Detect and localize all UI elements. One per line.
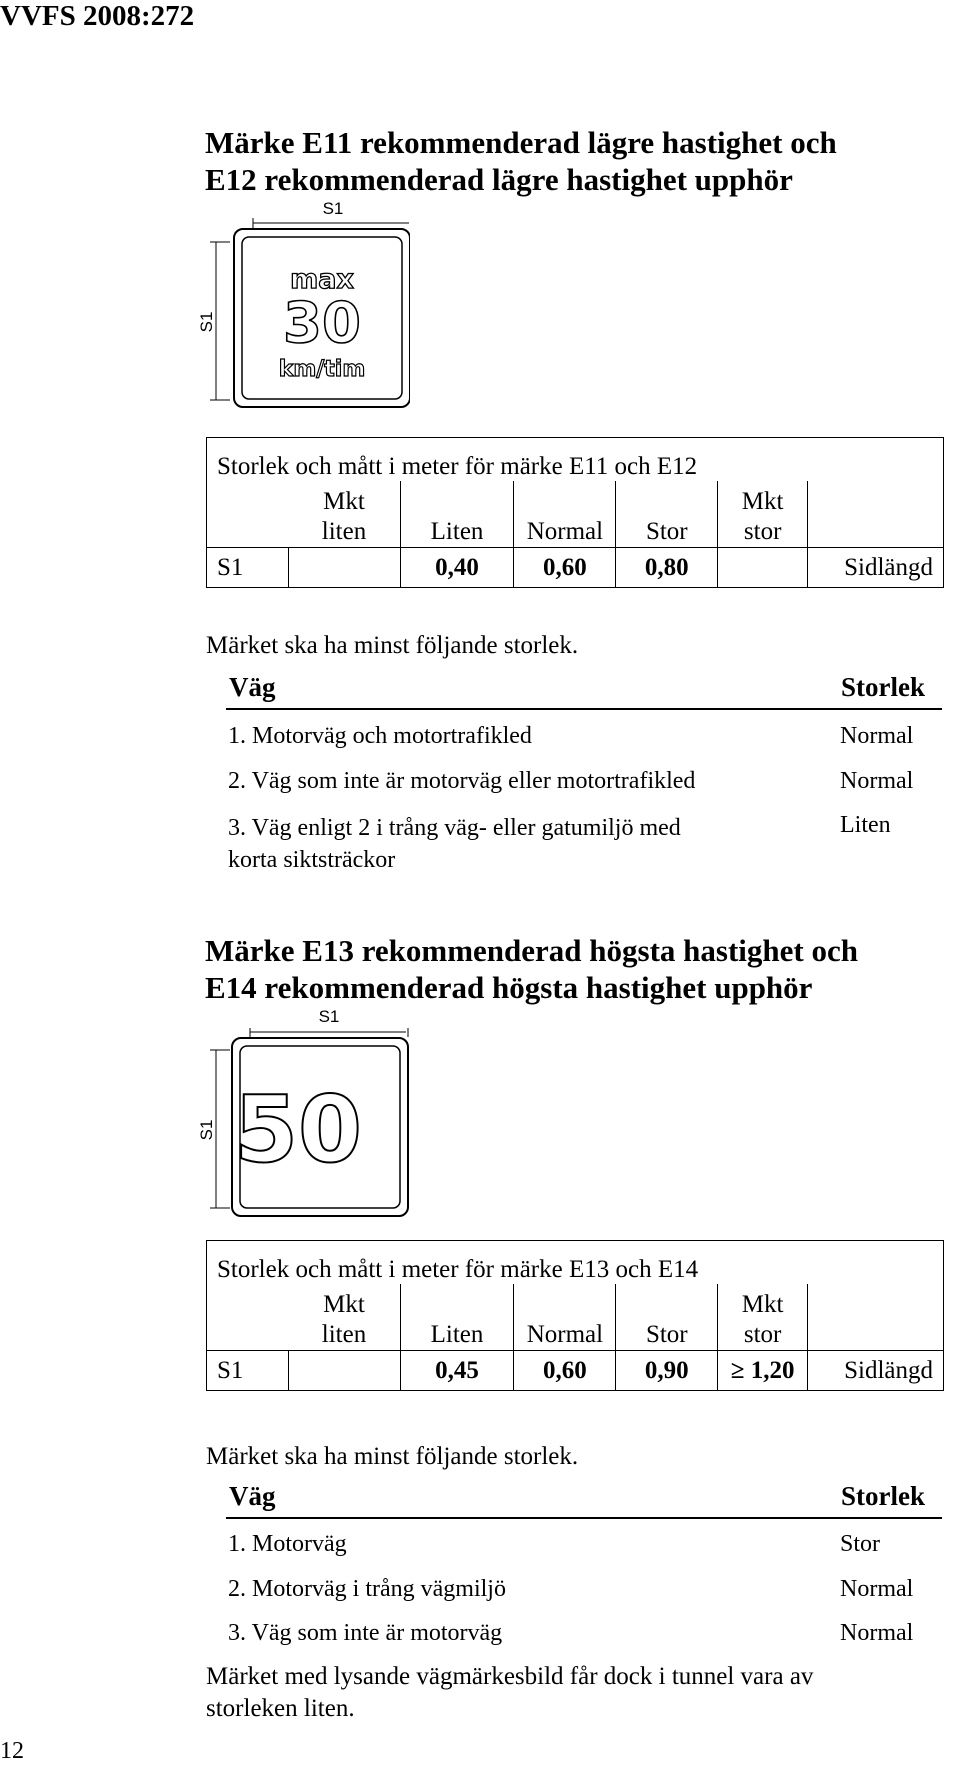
tunnel-note-line2: storleken liten. (206, 1695, 355, 1722)
sign1-line1: max (290, 264, 354, 295)
unit-label: Sidlängd (808, 1351, 944, 1391)
requirement-road: 3. Väg enligt 2 i trång väg- eller gatumiljö med (228, 815, 681, 841)
row-label-s1: S1 (207, 548, 289, 588)
size-table-caption: Storlek och mått i meter för märke E13 och E14 (207, 1241, 944, 1285)
col-header-liten: Liten (400, 1284, 514, 1351)
sign-e13-drawing (190, 1004, 410, 1220)
col-header-mkt-stor-1: Mkt (741, 1291, 784, 1318)
sign1-width-label: S1 (322, 199, 344, 218)
tunnel-note (206, 1661, 813, 1725)
sign2-number: 50 (233, 1076, 363, 1183)
requirement-size: Normal (840, 768, 914, 794)
requirement-road: 3. Väg som inte är motorväg (228, 1620, 503, 1646)
requirements-header (226, 672, 942, 710)
section2-title (205, 932, 858, 1006)
document-id: VVFS 2008:272 (0, 0, 195, 32)
col-header-stor: Stor (616, 481, 718, 548)
requirement-road: 1. Motorväg och motortrafikled (228, 723, 532, 749)
value-normal: 0,60 (514, 1351, 616, 1391)
section2-title-line1: Märke E13 rekommenderad högsta hastighet och (205, 933, 858, 968)
section1-title-line1: Märke E11 rekommenderad lägre hastighet och (205, 125, 837, 160)
header-size: Storlek (841, 672, 925, 702)
value-liten: 0,40 (400, 548, 514, 588)
col-header-mkt-liten-2: liten (321, 1321, 367, 1348)
requirement-row-1 (228, 723, 532, 750)
sign1-line3: km/tim (278, 357, 366, 382)
header-road: Väg (229, 672, 276, 702)
requirement-size: Normal (840, 1620, 914, 1646)
section2-title-line2: E14 rekommenderad högsta hastighet upphör (205, 970, 813, 1005)
value-mkt-stor: ≥ 1,20 (718, 1351, 808, 1391)
sign1-line2: 30 (283, 291, 361, 356)
col-header-mkt-stor-2: stor (743, 1321, 782, 1348)
col-header-mkt-stor-1: Mkt (741, 488, 784, 515)
value-stor: 0,80 (616, 548, 718, 588)
header-road: Väg (229, 1481, 276, 1511)
requirement-row-2 (228, 768, 695, 795)
requirement-road: 1. Motorväg (228, 1531, 347, 1557)
col-header-mkt-stor-2: stor (743, 518, 782, 545)
value-mkt-liten (288, 1351, 400, 1391)
requirement-size: Normal (840, 723, 914, 749)
section1-title-line2: E12 rekommenderad lägre hastighet upphör (205, 162, 793, 197)
requirement-row-3 (228, 812, 681, 876)
col-header-mkt-liten-1: Mkt (323, 1291, 365, 1318)
sign-e11-drawing (190, 196, 410, 412)
row-label-s1: S1 (207, 1351, 289, 1391)
col-header-mkt-liten-1: Mkt (323, 488, 365, 515)
value-liten: 0,45 (400, 1351, 514, 1391)
col-header-normal: Normal (514, 1284, 616, 1351)
header-size: Storlek (841, 1481, 925, 1511)
min-size-intro: Märket ska ha minst följande storlek. (206, 632, 579, 659)
size-table-e13 (206, 1240, 944, 1391)
requirement-road-line2: korta siktsträckor (228, 847, 396, 873)
requirement-size: Stor (840, 1531, 881, 1557)
sign2-width-label: S1 (318, 1007, 340, 1026)
requirement-road: 2. Väg som inte är motorväg eller motortrafikled (228, 768, 696, 794)
size-table-e11 (206, 437, 944, 588)
sign1-height-label: S1 (197, 311, 216, 333)
unit-label: Sidlängd (808, 548, 944, 588)
value-mkt-liten (288, 548, 400, 588)
col-header-mkt-liten-2: liten (321, 518, 367, 545)
requirements-header (226, 1481, 942, 1519)
min-size-intro: Märket ska ha minst följande storlek. (206, 1443, 579, 1470)
requirement-size: Liten (840, 812, 891, 838)
page-number: 12 (0, 1738, 24, 1764)
value-normal: 0,60 (514, 548, 616, 588)
section1-title (205, 124, 837, 198)
requirement-size: Normal (840, 1576, 914, 1602)
col-header-stor: Stor (616, 1284, 718, 1351)
requirement-road: 2. Motorväg i trång vägmiljö (228, 1576, 506, 1602)
col-header-liten: Liten (400, 481, 514, 548)
size-table-caption: Storlek och mått i meter för märke E11 och E12 (207, 438, 944, 482)
sign2-height-label: S1 (197, 1119, 216, 1141)
value-mkt-stor (718, 548, 808, 588)
tunnel-note-line1: Märket med lysande vägmärkesbild får dock i tunnel vara av (206, 1663, 814, 1690)
value-stor: 0,90 (616, 1351, 718, 1391)
col-header-normal: Normal (514, 481, 616, 548)
